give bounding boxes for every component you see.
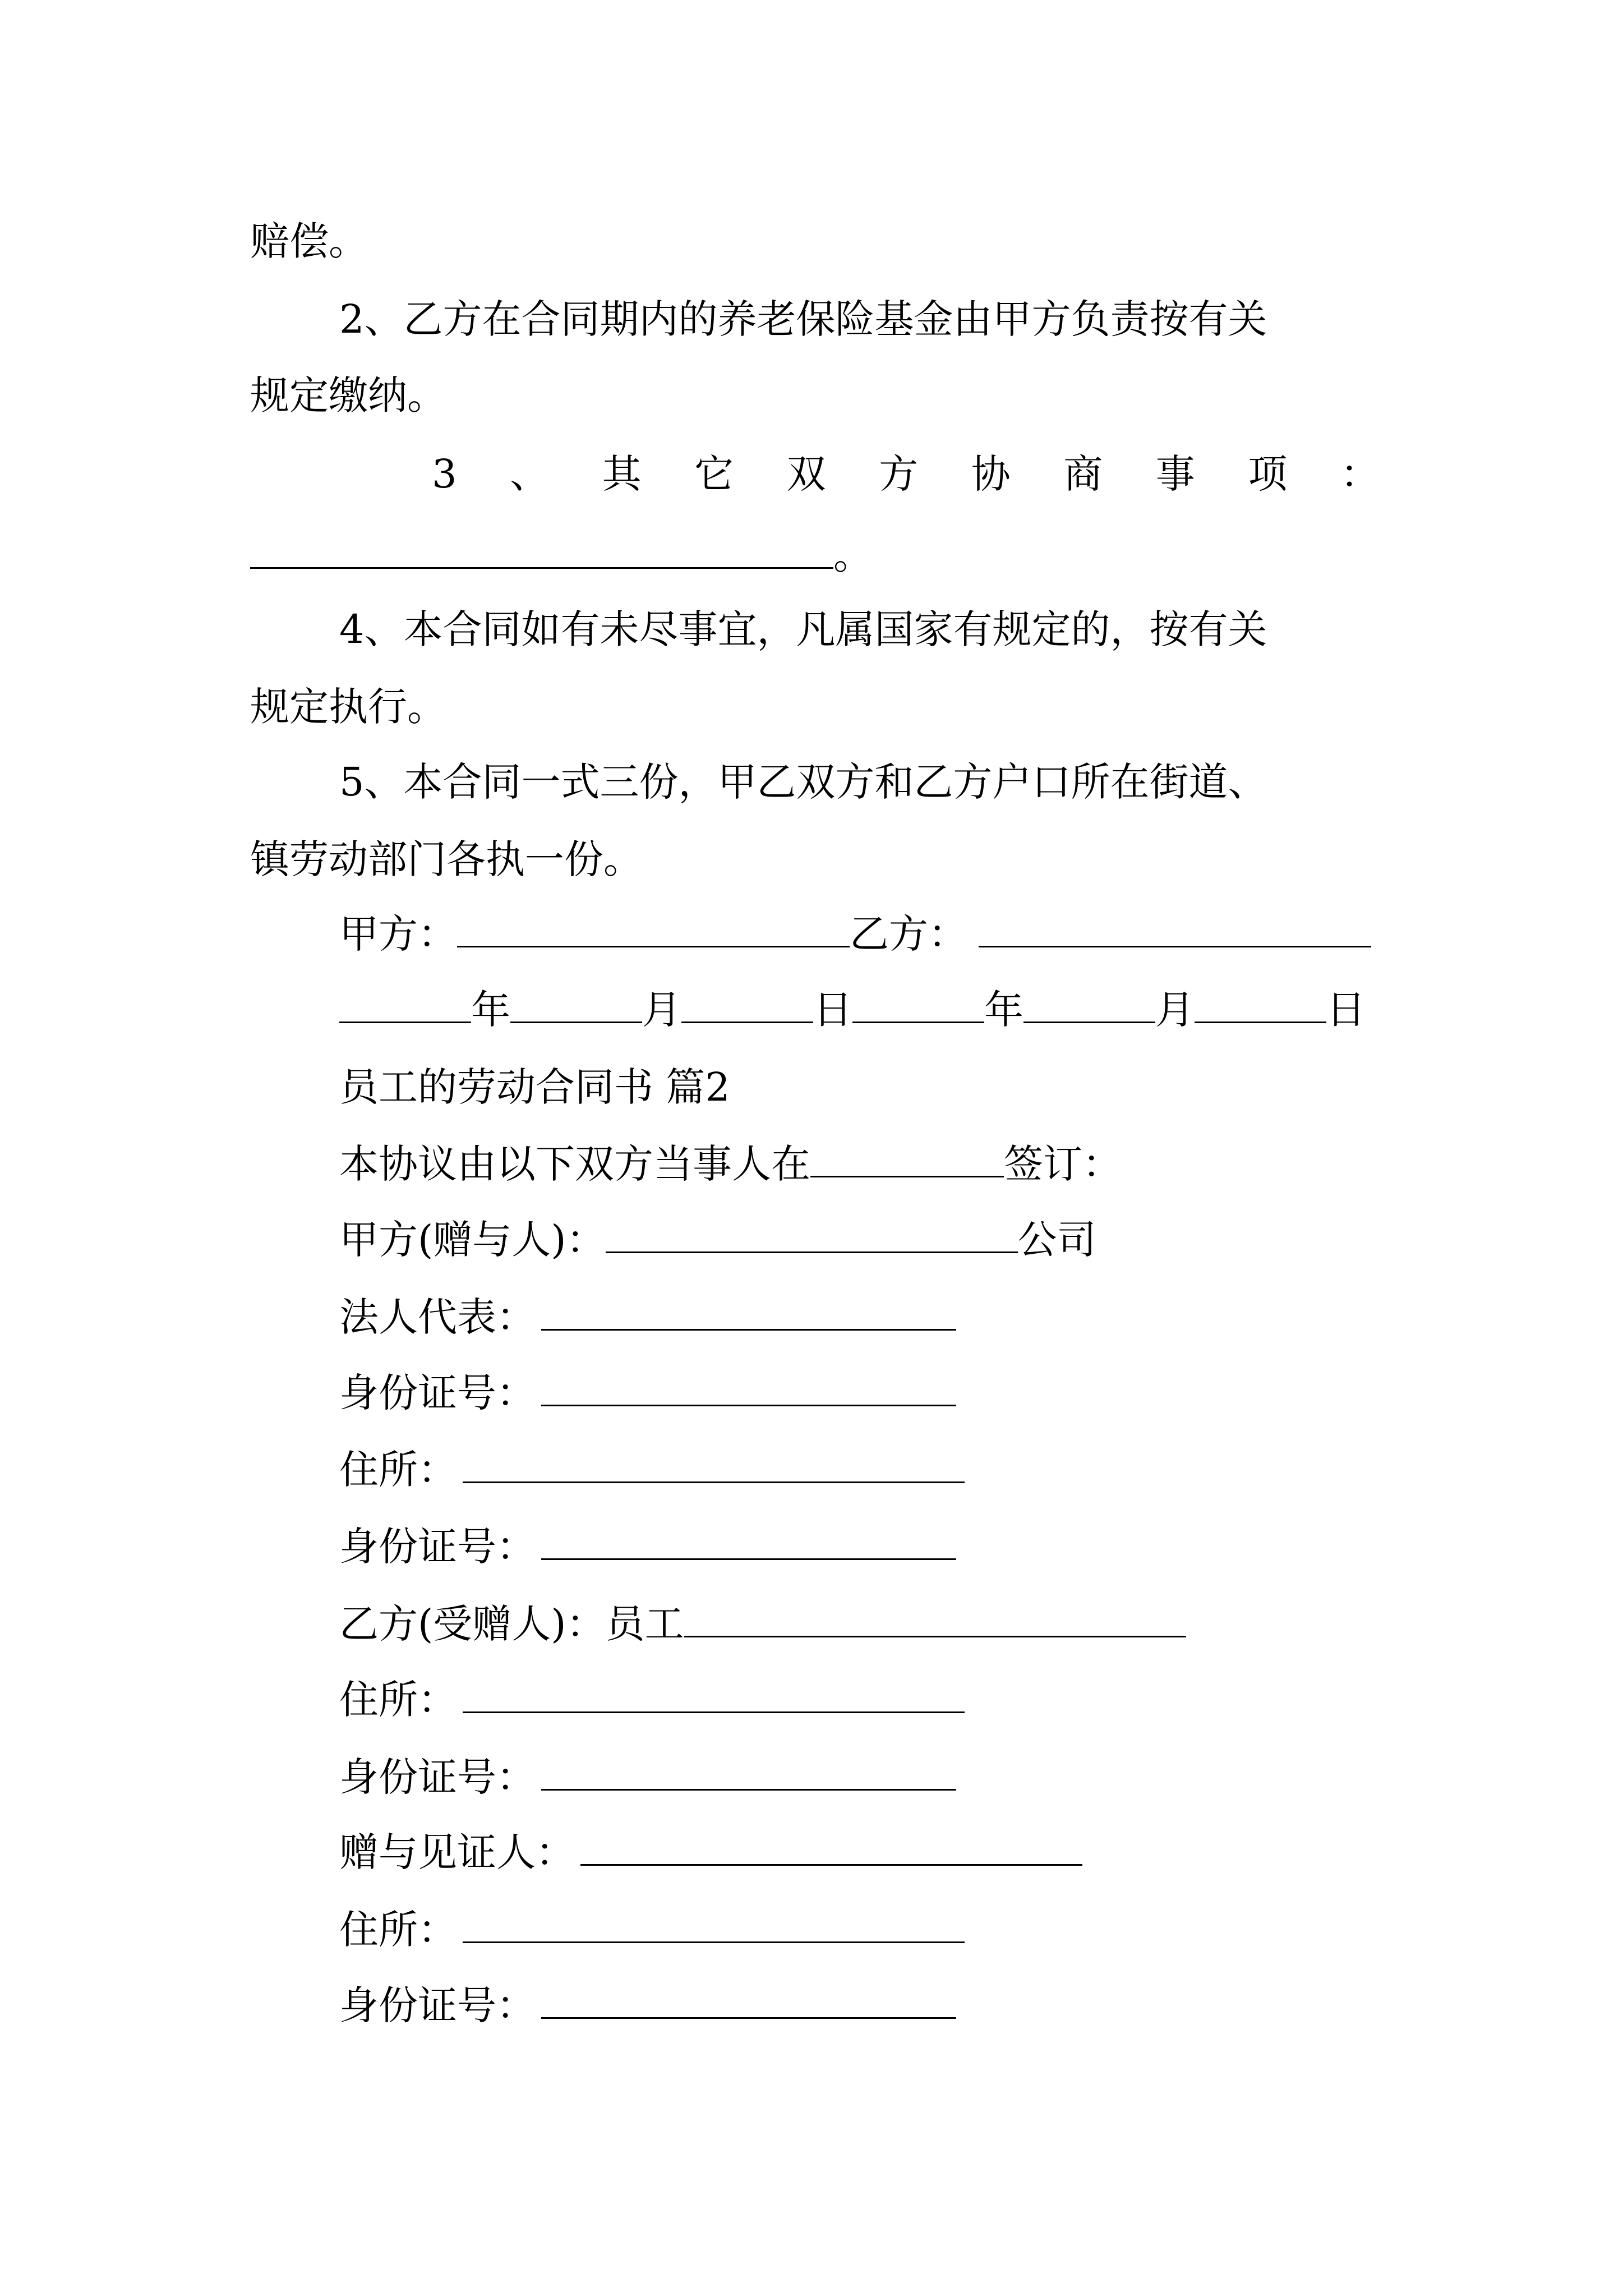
item-4-text-2: 规定执行。 [250, 684, 446, 730]
witness-blank [580, 1836, 1082, 1866]
address-label: 住所： [339, 1677, 457, 1723]
witness-line [339, 1829, 1082, 1875]
item-3-char: 它 [694, 451, 734, 497]
address-line [339, 1907, 965, 1953]
item-2-text-2: 规定缴纳。 [250, 372, 446, 418]
address-blank [463, 1913, 965, 1943]
donee-line [339, 1601, 1186, 1647]
month-blank [1023, 993, 1155, 1023]
year-label: 年 [471, 987, 510, 1033]
address-blank [463, 1453, 965, 1483]
id-line [339, 1982, 956, 2028]
item-2-line-2 [250, 372, 446, 418]
address-line [339, 1677, 965, 1723]
item-3-char: 方 [879, 451, 919, 497]
party-b-label: 乙方： [850, 911, 967, 957]
id-blank [541, 1530, 956, 1560]
legal-rep-blank [541, 1301, 956, 1331]
item-5-text-2: 镇劳动部门各执一份。 [250, 836, 643, 882]
id-label: 身份证号： [339, 1524, 536, 1570]
item-5-line-1 [339, 759, 1267, 805]
year-blank [339, 993, 471, 1023]
item-3-char: ： [1340, 451, 1380, 497]
agreement-line [339, 1141, 1122, 1187]
day-label: 日 [1326, 987, 1366, 1033]
witness-label: 赠与见证人： [339, 1829, 575, 1875]
donor-suffix: 公司 [1017, 1217, 1096, 1263]
item-3-char: 、 [510, 451, 550, 497]
item-3-line-1 [432, 451, 1380, 497]
paragraph-end [250, 218, 368, 264]
section-title [339, 1064, 730, 1110]
item-3-char: 项 [1248, 451, 1288, 497]
party-a-label: 甲方： [339, 911, 457, 957]
day-blank [1195, 993, 1326, 1023]
month-blank [510, 993, 642, 1023]
donor-label: 甲方(赠与人)： [339, 1217, 606, 1263]
donee-label: 乙方(受赠人)：员工 [339, 1601, 684, 1647]
party-b-blank [979, 918, 1371, 947]
item-3-char: 商 [1063, 451, 1103, 497]
legal-rep-line [339, 1294, 956, 1340]
item-4-text-1: 4、本合同如有未尽事宜，凡属国家有规定的，按有关 [339, 606, 1267, 652]
item-3-char: 双 [786, 451, 826, 497]
donor-line [339, 1217, 1096, 1263]
party-a-blank [457, 918, 850, 947]
id-line [339, 1370, 956, 1416]
donor-blank [606, 1223, 1018, 1253]
month-label: 月 [642, 987, 681, 1033]
id-blank [541, 1989, 956, 2019]
id-line [339, 1754, 956, 1800]
item-4-line-2 [250, 684, 446, 730]
date-row [339, 987, 1366, 1033]
item-5-text-1: 5、本合同一式三份，甲乙双方和乙方户口所在街道、 [339, 759, 1267, 805]
legal-rep-label: 法人代表： [339, 1294, 536, 1340]
address-label: 住所： [339, 1447, 457, 1493]
agreement-suffix: 签订： [1004, 1141, 1122, 1187]
month-label: 月 [1155, 987, 1195, 1033]
agreement-prefix: 本协议由以下双方当事人在 [339, 1141, 810, 1187]
item-2-text-1: 2、乙方在合同期内的养老保险基金由甲方负责按有关 [339, 296, 1267, 342]
place-blank [810, 1148, 1004, 1177]
item-3-char: 3 [432, 451, 457, 497]
address-blank [463, 1683, 965, 1713]
signature-row [339, 911, 1371, 957]
item-3-tail: 。 [833, 532, 873, 578]
id-line [339, 1524, 956, 1570]
id-blank [541, 1761, 956, 1791]
id-label: 身份证号： [339, 1982, 536, 2028]
item-5-line-2 [250, 836, 643, 882]
item-2-line-1 [339, 296, 1267, 342]
section-title-text: 员工的劳动合同书 篇2 [339, 1064, 730, 1110]
address-line [339, 1447, 965, 1493]
paragraph-end-text: 赔偿。 [250, 218, 368, 264]
item-3-char: 其 [602, 451, 642, 497]
address-label: 住所： [339, 1907, 457, 1953]
id-label: 身份证号： [339, 1370, 536, 1416]
item-3-char: 事 [1155, 451, 1195, 497]
year-label: 年 [984, 987, 1023, 1033]
id-label: 身份证号： [339, 1754, 536, 1800]
matters-blank [250, 539, 833, 569]
item-4-line-1 [339, 606, 1267, 652]
item-3-line-2 [250, 532, 873, 578]
item-3-char: 协 [971, 451, 1011, 497]
day-blank [681, 993, 813, 1023]
donee-blank [684, 1608, 1186, 1637]
year-blank [852, 993, 984, 1023]
id-blank [541, 1377, 956, 1406]
day-label: 日 [813, 987, 852, 1033]
